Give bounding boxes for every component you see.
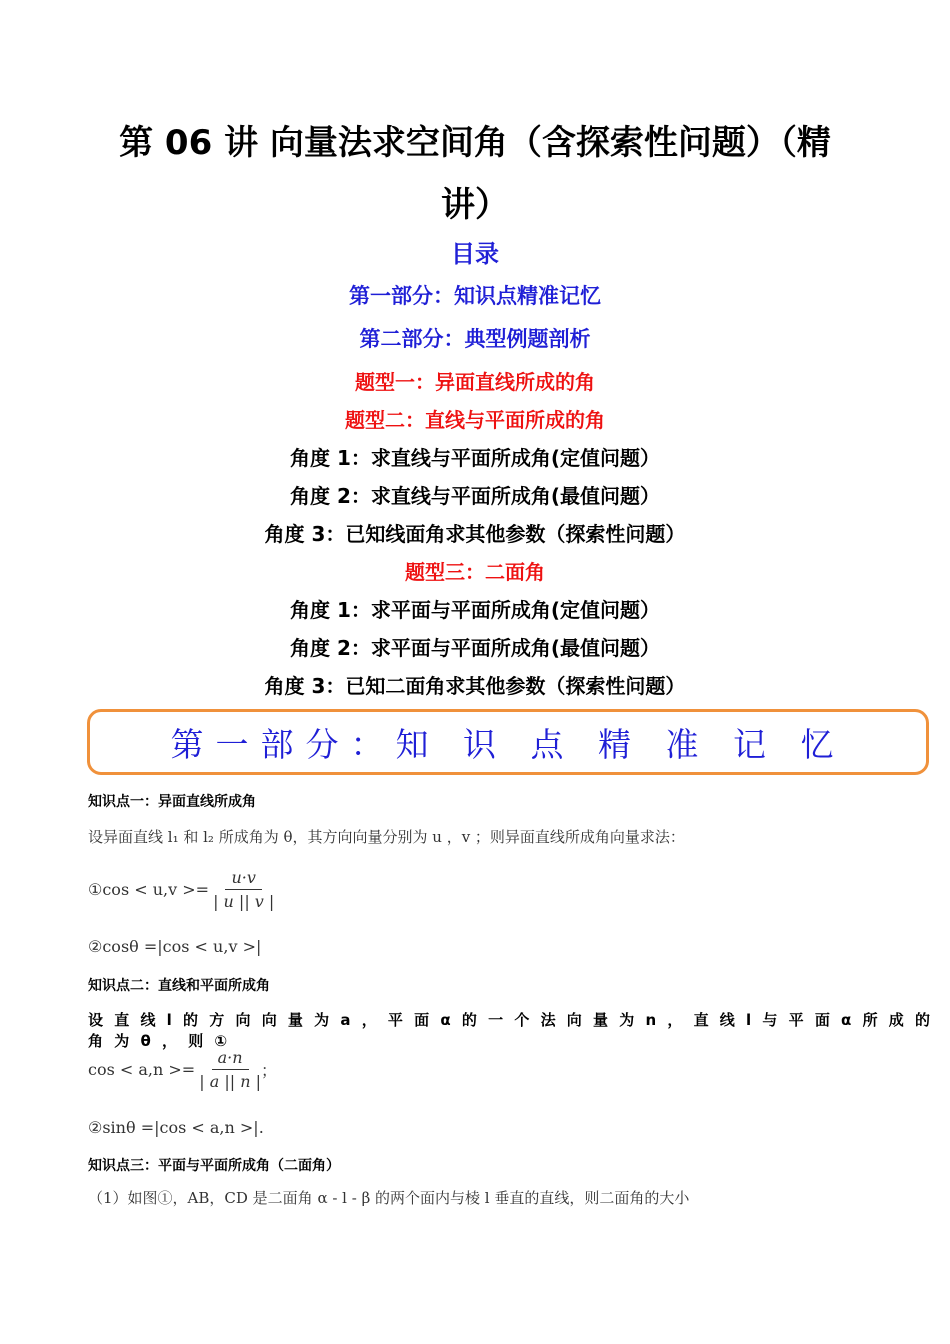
toc-part1[interactable]: 第一部分：知识点精准记忆 bbox=[349, 284, 601, 308]
formula-3 bbox=[88, 1048, 277, 1091]
formula-3-prefix: cos < a,n >= bbox=[88, 1060, 196, 1079]
formula-1 bbox=[88, 868, 274, 911]
toc-type3[interactable]: 题型三：二面角 bbox=[405, 560, 545, 584]
formula-3-denominator: | a || n | bbox=[199, 1072, 261, 1091]
formula-1-denominator: | u || v | bbox=[213, 892, 275, 911]
page-title bbox=[60, 112, 890, 236]
formula-1-fraction bbox=[213, 868, 274, 911]
toc-type2-angle2[interactable]: 角度 2：求直线与平面所成角(最值问题） bbox=[289, 484, 661, 508]
formula-2 bbox=[88, 937, 261, 956]
toc-type3-angle1[interactable]: 角度 1：求平面与平面所成角(定值问题） bbox=[289, 598, 661, 622]
section-banner bbox=[87, 709, 929, 775]
toc-type1[interactable]: 题型一：异面直线所成的角 bbox=[355, 370, 595, 394]
toc-part2[interactable]: 第二部分：典型例题剖析 bbox=[359, 327, 591, 351]
toc-type2[interactable]: 题型二：直线与平面所成的角 bbox=[345, 408, 605, 432]
banner-title: 第一部分：知 识 点 精 准 记 忆 bbox=[170, 724, 846, 764]
toc-type2-angle1[interactable]: 角度 1：求直线与平面所成角(定值问题） bbox=[289, 446, 661, 470]
formula-3-numerator: a·n bbox=[212, 1048, 249, 1070]
knowledge-point-2-title: 知识点二：直线和平面所成角 bbox=[88, 978, 270, 994]
knowledge-point-1-text: 设异面直线 l₁ 和 l₂ 所成角为 θ，其方向向量分别为 u ，v ；则异面直线所成角向量求法： bbox=[88, 828, 685, 846]
toc-type3-angle3[interactable]: 角度 3：已知二面角求其他参数（探索性问题） bbox=[264, 674, 686, 698]
formula-1-numerator: u·v bbox=[225, 868, 261, 890]
formula-4 bbox=[88, 1118, 264, 1137]
title-line-1: 第 06 讲 向量法求空间角（含探索性问题）（精 bbox=[119, 123, 831, 163]
knowledge-point-1-title: 知识点一：异面直线所成角 bbox=[88, 794, 256, 810]
toc-type2-angle3[interactable]: 角度 3：已知线面角求其他参数（探索性问题） bbox=[264, 522, 686, 546]
knowledge-point-2-text: 设 直 线 l 的 方 向 向 量 为 a ， 平 面 α 的 一 个 法 向 量 为 n ， 直 线 l 与 平 面 α 所 成 的 角 为 θ ， 则 ① bbox=[88, 1011, 934, 1050]
formula-2-text: ②cosθ =|cos < u,v >| bbox=[88, 937, 262, 956]
formula-1-prefix: ①cos < u,v >= bbox=[88, 880, 210, 899]
formula-4-text: ②sinθ =|cos < a,n >|. bbox=[88, 1118, 264, 1137]
toc-type3-angle2[interactable]: 角度 2：求平面与平面所成角(最值问题） bbox=[289, 636, 661, 660]
knowledge-point-3-text: （1）如图①，AB，CD 是二面角 α - l - β 的两个面内与棱 l 垂直的直线，则二面角的大小 bbox=[88, 1189, 690, 1207]
formula-3-fraction bbox=[199, 1048, 261, 1091]
title-line-2: 讲） bbox=[441, 185, 509, 225]
knowledge-point-3-title: 知识点三：平面与平面所成角（二面角） bbox=[88, 1158, 340, 1174]
toc-heading: 目录 bbox=[451, 240, 499, 268]
formula-3-suffix: ； bbox=[260, 1061, 277, 1080]
